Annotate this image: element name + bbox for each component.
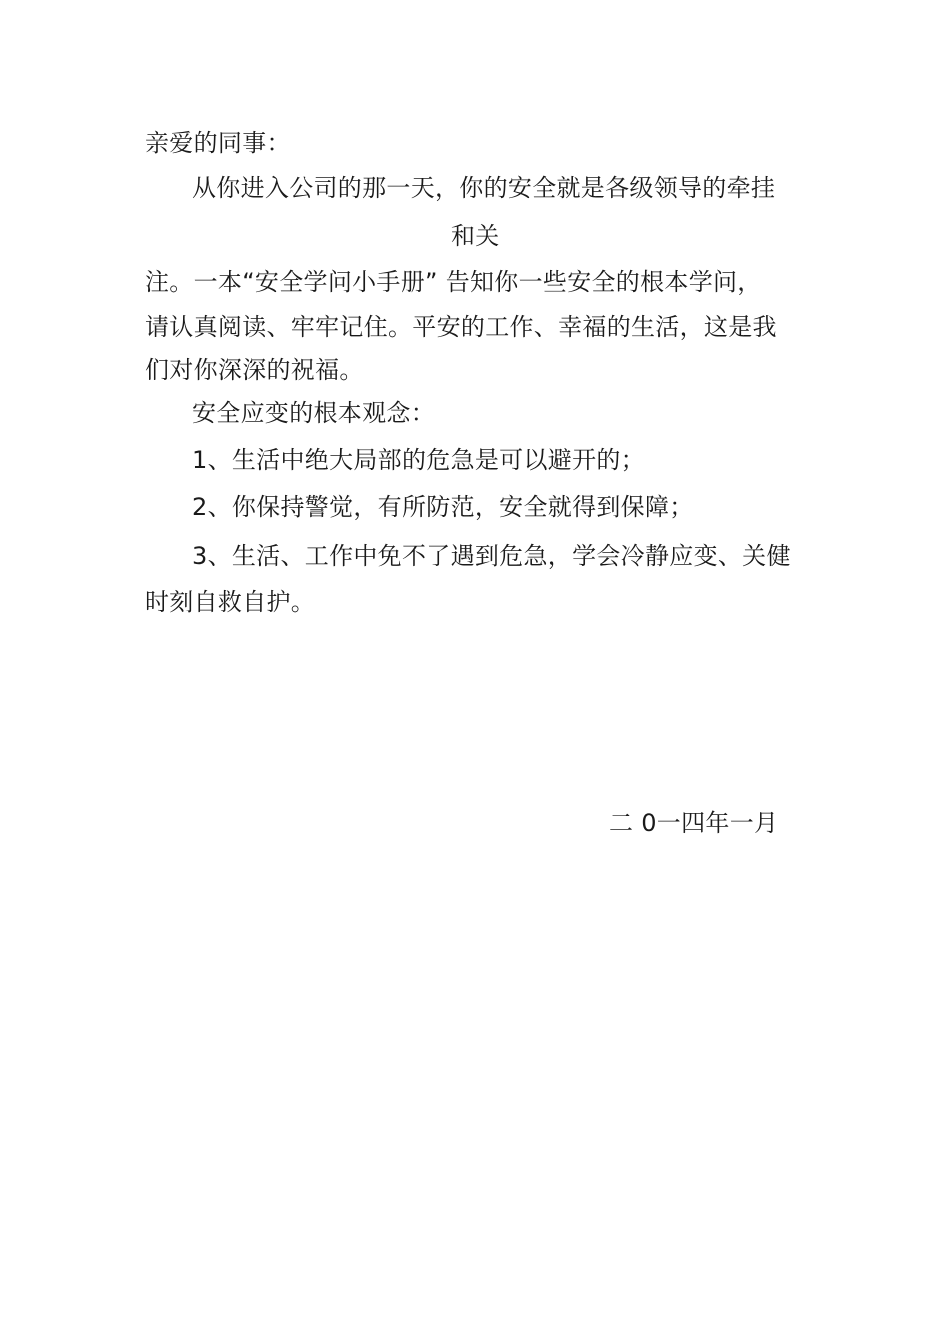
section-heading: 安全应变的根本观念： bbox=[192, 399, 435, 427]
intro-line-4: 请认真阅读、牢牢记住。平安的工作、幸福的生活，这是我 bbox=[145, 313, 777, 341]
document-date: 二 0一四年一月 bbox=[609, 809, 779, 837]
intro-line-5: 们对你深深的祝福。 bbox=[145, 356, 364, 384]
intro-line-3: 注。一本“安全学问小手册” 告知你一些安全的根本学问， bbox=[145, 268, 762, 296]
intro-line-1: 从你进入公司的那一天，你的安全就是各级领导的牵挂 bbox=[192, 174, 776, 202]
list-item-2: 2、你保持警觉，有所防范，安全就得到保障； bbox=[192, 493, 694, 521]
list-item-3-line-1: 3、生活、工作中免不了遇到危急，学会冷静应变、关健 bbox=[192, 542, 791, 570]
list-item-3-line-2: 时刻自救自护。 bbox=[145, 588, 316, 616]
salutation: 亲爱的同事： bbox=[145, 129, 291, 157]
intro-line-2: 和关 bbox=[451, 222, 500, 250]
list-item-1: 1、生活中绝大局部的危急是可以避开的； bbox=[192, 446, 645, 474]
